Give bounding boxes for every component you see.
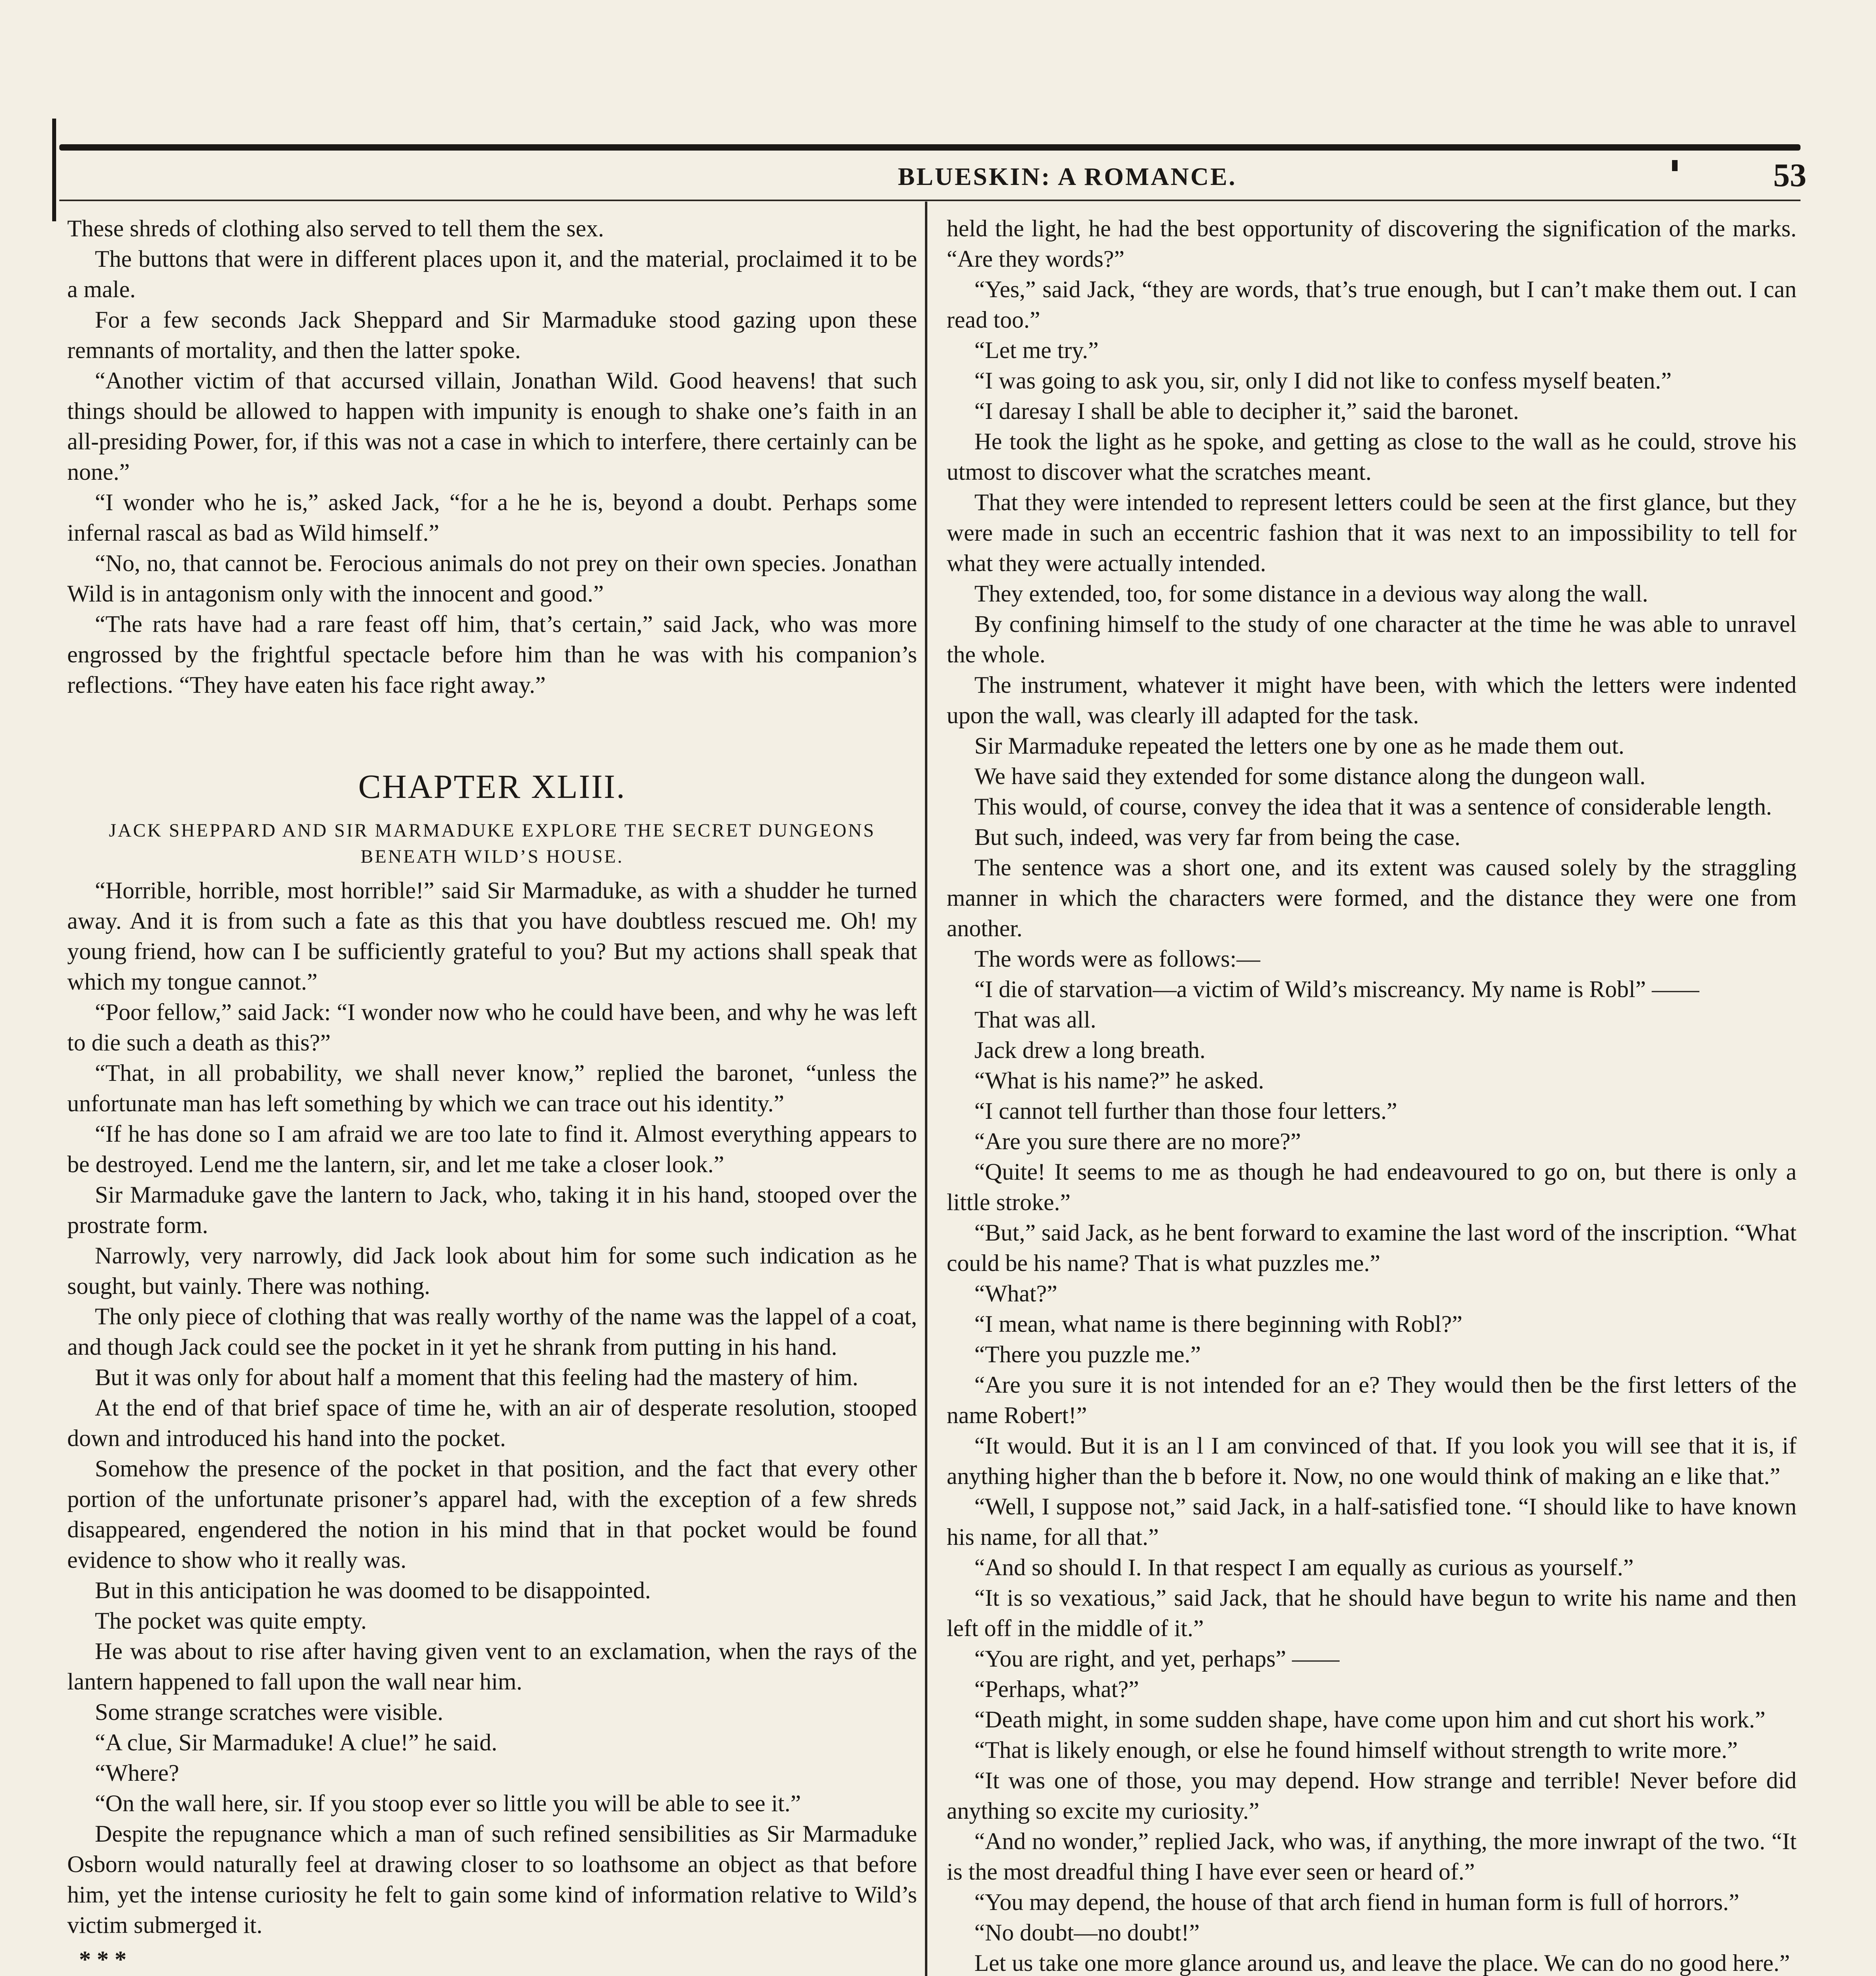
paragraph: “I mean, what name is there beginning with Robl?” — [974, 1311, 1463, 1337]
paragraph: “No, no, that cannot be. Ferocious animals do not prey on their own species. Jonathan Wild is in antagonism only with the innocent and good.” — [67, 550, 917, 607]
left-column — [67, 213, 917, 1976]
paragraph: “If he has done so I am afraid we are too late to find it. Almost everything appears to be destroyed. Lend me the lantern, sir, and let me take a closer look.” — [67, 1121, 917, 1177]
header-rule — [59, 200, 1801, 201]
paragraph: “Let me try.” — [974, 337, 1099, 363]
paragraph: “That is likely enough, or else he found himself without strength to write more.” — [974, 1737, 1738, 1763]
paragraph: “But,” said Jack, as he bent forward to examine the last word of the inscription. “What could be his name? That is what puzzles me.” — [947, 1220, 1797, 1276]
paragraph: The buttons that were in different places upon it, and the material, proclaimed it to be a male. — [67, 246, 917, 302]
paragraph: The instrument, whatever it might have been, with which the letters were indented upon the wall, was clearly ill adapted for the task. — [947, 672, 1797, 728]
paragraph: The only piece of clothing that was really worthy of the name was the lappel of a coat, and though Jack could see the pocket in it yet he shrank from putting in his hand. — [67, 1303, 917, 1360]
paragraph: Jack drew a long breath. — [974, 1037, 1206, 1063]
chapter-subtitle: JACK SHEPPARD AND SIR MARMADUKE EXPLORE THE SECRET DUNGEONS BENEATH WILD’S HOUSE. — [109, 820, 876, 867]
paragraph: That they were intended to represent letters could be seen at the first glance, but they were made in such an eccentric fashion that it was next to an impossibility to tell for what they were actually intended. — [947, 489, 1797, 576]
chapter-title: CHAPTER XLIII. — [358, 767, 626, 805]
left-border-mark — [52, 119, 56, 221]
paragraph: That was all. — [974, 1007, 1097, 1033]
right-paragraphs — [947, 213, 1797, 1976]
paragraph: But in this anticipation he was doomed to be disappointed. — [95, 1577, 651, 1603]
paragraph: “You may depend, the house of that arch fiend in human form is full of horrors.” — [974, 1889, 1740, 1915]
paragraph: “What is his name?” he asked. — [974, 1067, 1265, 1094]
section-break-mark: * * * — [79, 1946, 126, 1972]
paragraph: “I daresay I shall be able to decipher it,” said the baronet. — [974, 398, 1519, 424]
paragraph: “Where? — [95, 1760, 179, 1786]
paragraph: He was about to rise after having given vent to an exclamation, when the rays of the lantern happened to fall upon the wall near him. — [67, 1638, 917, 1695]
paragraph: “I was going to ask you, sir, only I did not like to confess myself beaten.” — [974, 368, 1672, 394]
paragraph: But it was only for about half a moment that this feeling had the mastery of him. — [95, 1364, 859, 1390]
paragraph: At the end of that brief space of time he, with an air of desperate resolution, stooped down and introduced his hand into the pocket. — [67, 1395, 917, 1451]
paragraph: Some strange scratches were visible. — [95, 1699, 444, 1725]
paragraph: “Quite! It seems to me as though he had endeavoured to go on, but there is only a little stroke.” — [947, 1159, 1797, 1215]
paragraph: Despite the repugnance which a man of such refined sensibilities as Sir Marmaduke Osborn would naturally feel at drawing closer to so loathsome an object as that before him, yet the intense curiosity he felt to gain some kind of information relative to Wild’s victim submerged it. — [67, 1821, 917, 1938]
paragraph: “It would. But it is an l I am convinced of that. If you look you will see that it is, if anything higher than the b before it. Now, no one would think of making an e like that.” — [947, 1433, 1797, 1489]
paragraph: “Yes,” said Jack, “they are words, that’s true enough, but I can’t make them out. I can read too.” — [947, 276, 1797, 333]
paragraph: “And no wonder,” replied Jack, who was, if anything, the more inwrapt of the two. “It is the most dreadful thing I have ever seen or heard of.” — [947, 1828, 1797, 1885]
paragraph: “That, in all probability, we shall never know,” replied the baronet, “unless the unfortunate man has left something by which we can trace out his identity.” — [67, 1060, 917, 1116]
page-number: 53 — [1773, 157, 1806, 194]
paragraph: The pocket was quite empty. — [95, 1608, 367, 1634]
paragraph: Sir Marmaduke repeated the letters one by one as he made them out. — [974, 733, 1625, 759]
paragraph: Narrowly, very narrowly, did Jack look about him for some such indication as he sought, but vainly. There was nothing. — [67, 1243, 917, 1299]
paragraph: The sentence was a short one, and its extent was caused solely by the straggling manner in which the characters were formed, and the distance they were one from another. — [947, 854, 1797, 941]
paragraph: By confining himself to the study of one character at the time he was able to unravel the whole. — [947, 611, 1797, 667]
ornament-mark — [1672, 160, 1678, 171]
paragraph: “The rats have had a rare feast off him, that’s certain,” said Jack, who was more engrossed by the frightful spectacle before him than he was with his companion’s reflections. “They have eaten his face right away.” — [67, 611, 917, 698]
top-border-rule — [59, 144, 1801, 151]
paragraph: This would, of course, convey the idea that it was a sentence of considerable length. — [974, 794, 1772, 820]
right-column — [947, 213, 1797, 1976]
paragraph: “Horrible, horrible, most horrible!” said Sir Marmaduke, as with a shudder he turned away. And it is from such a fate as this that you have doubtless rescued me. Oh! my young friend, how can I be sufficiently grateful to you? But my actions shall speak that which my tongue cannot.” — [67, 877, 917, 995]
paragraph: “A clue, Sir Marmaduke! A clue!” he said. — [95, 1729, 498, 1755]
paragraph: “Another victim of that accursed villain, Jonathan Wild. Good heavens! that such things should be allowed to happen with impunity is enough to shake one’s faith in an all-presiding Power, for, if this was not a case in which to interfere, there certainly can be none.” — [67, 368, 917, 485]
paragraph: “Poor fellow,” said Jack: “I wonder now who he could have been, and why he was left to die such a death as this?” — [67, 999, 917, 1056]
paragraph: “Perhaps, what?” — [974, 1676, 1139, 1702]
paragraph: “I die of starvation—a victim of Wild’s miscreancy. My name is Robl” —— — [974, 976, 1699, 1002]
left-paragraphs-after — [67, 875, 917, 1940]
paragraph: “Are you sure there are no more?” — [974, 1128, 1301, 1154]
paragraph: These shreds of clothing also served to tell them the sex. — [67, 215, 604, 241]
paragraph: For a few seconds Jack Sheppard and Sir Marmaduke stood gazing upon these remnants of mortality, and then the latter spoke. — [67, 307, 917, 363]
paragraph: “Are you sure it is not intended for an e? They would then be the first letters of the name Robert!” — [947, 1372, 1797, 1428]
running-title: BLUESKIN: A ROMANCE. — [898, 162, 1237, 190]
paragraph: Sir Marmaduke gave the lantern to Jack, who, taking it in his hand, stooped over the prostrate form. — [67, 1182, 917, 1238]
paragraph: “You are right, and yet, perhaps” —— — [974, 1646, 1340, 1672]
paragraph: “And so should I. In that respect I am equally as curious as yourself.” — [974, 1554, 1634, 1580]
paragraph: But such, indeed, was very far from being the case. — [974, 824, 1461, 850]
paragraph: “On the wall here, sir. If you stoop ever so little you will be able to see it.” — [95, 1790, 801, 1816]
paragraph: “I wonder who he is,” asked Jack, “for a he he is, beyond a doubt. Perhaps some infernal rascal as bad as Wild himself.” — [67, 489, 917, 546]
paragraph: “What?” — [974, 1280, 1057, 1307]
paragraph: “Death might, in some sudden shape, have come upon him and cut short his work.” — [974, 1706, 1766, 1733]
paragraph: The words were as follows:— — [974, 946, 1261, 972]
paragraph: “No doubt—no doubt!” — [974, 1919, 1200, 1946]
paragraph: Let us take one more glance around us, and leave the place. We can do no good here.” — [974, 1950, 1790, 1976]
paragraph: They extended, too, for some distance in a devious way along the wall. — [974, 581, 1648, 607]
paragraph: “I cannot tell further than those four letters.” — [974, 1098, 1397, 1124]
paragraph: “There you puzzle me.” — [974, 1341, 1201, 1367]
paragraph: Somehow the presence of the pocket in that position, and the fact that every other portion of the unfortunate prisoner’s apparel had, with the exception of a few shreds disappeared, engendered the notion in his mind that in that pocket would be found evidence to show who it really was. — [67, 1456, 917, 1573]
paragraph: “It was one of those, you may depend. How strange and terrible! Never before did anything so excite my curiosity.” — [947, 1767, 1797, 1824]
left-paragraphs-before — [67, 213, 917, 700]
paragraph: We have said they extended for some distance along the dungeon wall. — [974, 763, 1646, 789]
paragraph: held the light, he had the best opportunity of discovering the signification of the marks. “Are they words?” — [947, 215, 1797, 272]
paragraph: “Well, I suppose not,” said Jack, in a half-satisfied tone. “I should like to have known his name, for all that.” — [947, 1493, 1797, 1550]
paragraph: “It is so vexatious,” said Jack, that he should have begun to write his name and then left off in the middle of it.” — [947, 1585, 1797, 1641]
paragraph: He took the light as he spoke, and getting as close to the wall as he could, strove his utmost to discover what the scratches meant. — [947, 428, 1797, 485]
column-divider — [925, 202, 927, 1976]
